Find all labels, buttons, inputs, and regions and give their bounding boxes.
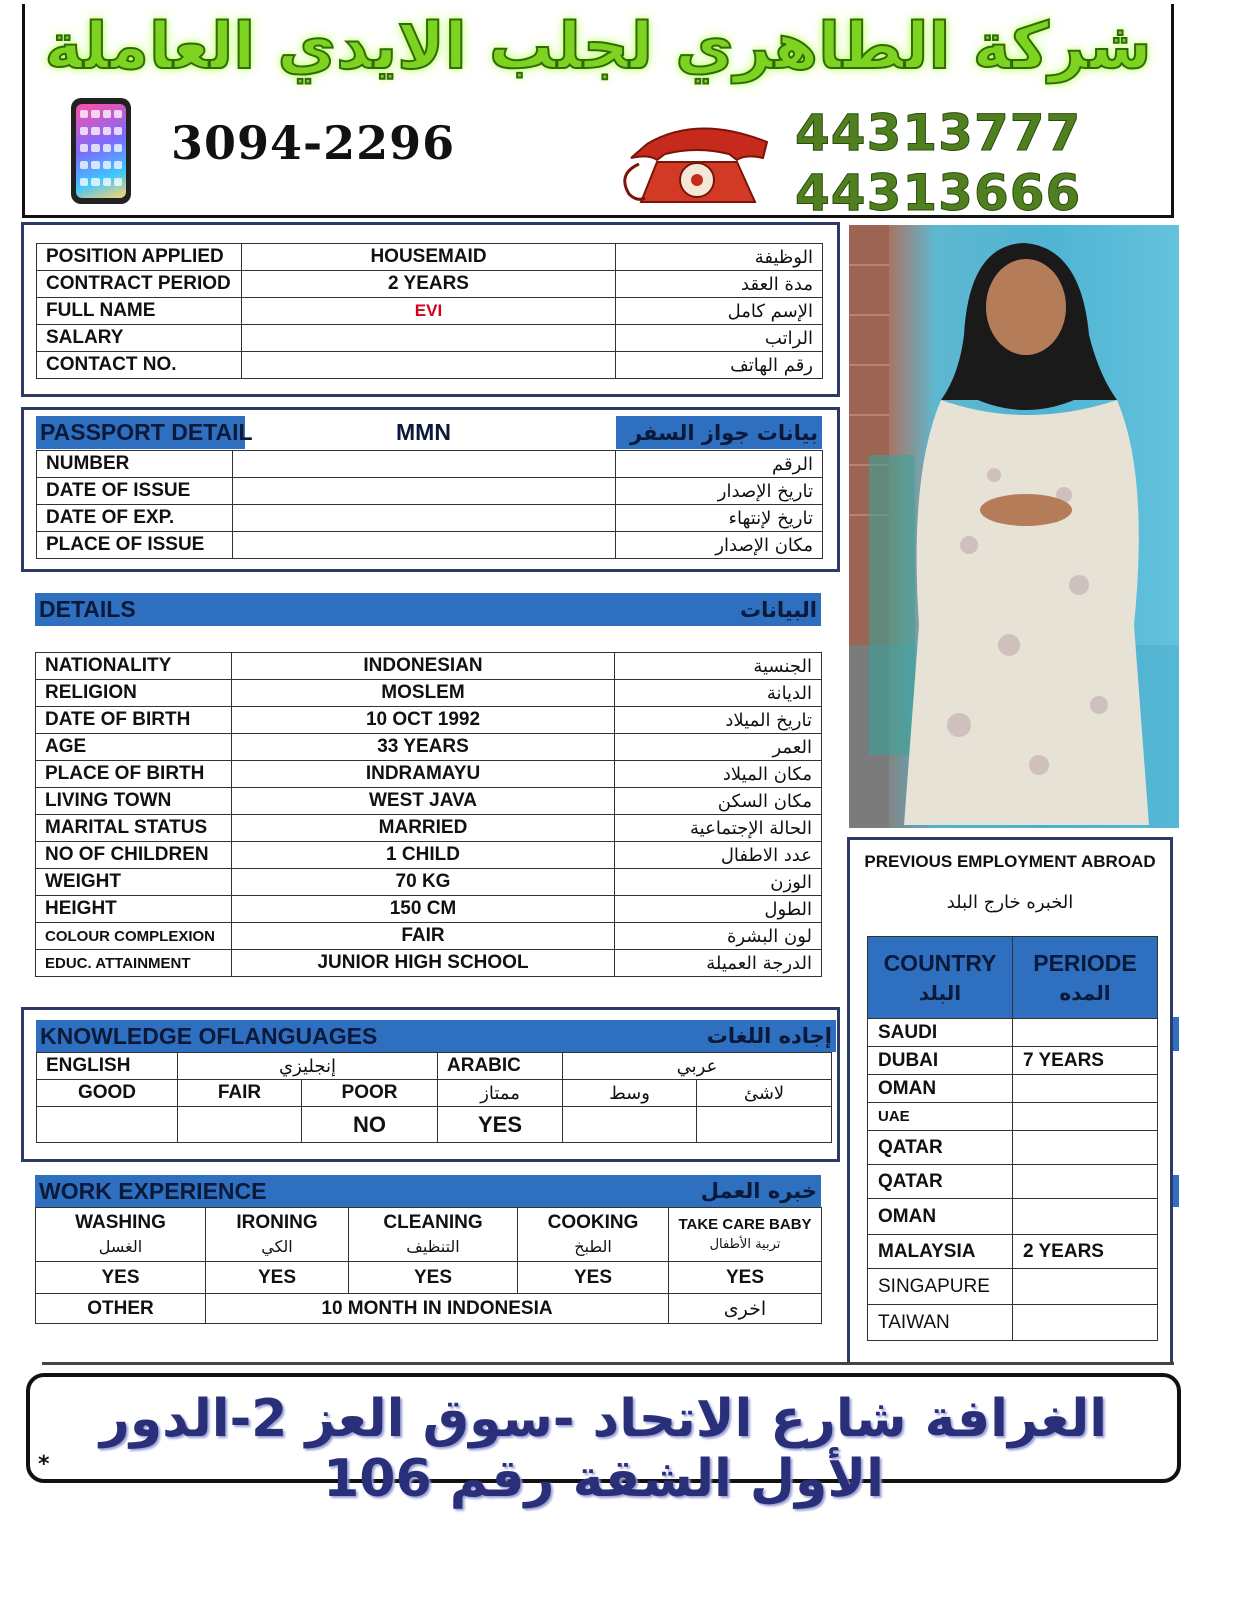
- field-label: SALARY: [37, 325, 242, 352]
- level-label-ar: لاشئ: [697, 1080, 832, 1107]
- country-cell: UAE: [868, 1103, 1013, 1131]
- field-label-ar: الدرجة العميلة: [615, 950, 822, 977]
- previous-employment-title-ar: الخبره خارج البلد: [946, 892, 1074, 913]
- table-row: [36, 842, 822, 869]
- field-label-ar: الرقم: [616, 451, 823, 478]
- skill-baby-care: TAKE CARE BABY تربية الأطفال: [669, 1208, 822, 1262]
- field-label-ar: مكان الميلاد: [615, 761, 822, 788]
- languages-table: [36, 1052, 832, 1143]
- table-row: [36, 1262, 822, 1294]
- table-row: [868, 1165, 1158, 1199]
- table-row: [36, 680, 822, 707]
- period-cell: [1013, 1075, 1158, 1103]
- period-cell: 7 YEARS: [1013, 1047, 1158, 1075]
- country-cell: QATAR: [868, 1165, 1013, 1199]
- field-value: HOUSEMAID: [242, 244, 616, 271]
- passport-box: [21, 407, 840, 572]
- field-label: NUMBER: [37, 451, 233, 478]
- passport-title: PASSPORT DETAIL: [40, 419, 253, 445]
- field-label-ar: لون البشرة: [615, 923, 822, 950]
- blue-tab-2: [1172, 1175, 1179, 1207]
- skill-value: YES: [349, 1262, 518, 1294]
- field-label: PLACE OF ISSUE: [37, 532, 233, 559]
- table-row: [37, 244, 823, 271]
- field-value: [233, 505, 616, 532]
- table-row: [36, 950, 822, 977]
- field-label: PLACE OF BIRTH: [36, 761, 232, 788]
- previous-employment-box: [847, 837, 1173, 1365]
- period-cell: 2 YEARS: [1013, 1235, 1158, 1269]
- period-cell: [1013, 1131, 1158, 1165]
- company-name: شركة الطاهري لجلب الايدي العاملة: [44, 10, 1152, 84]
- field-label: CONTRACT PERIOD: [37, 271, 242, 298]
- field-label-ar: العمر: [615, 734, 822, 761]
- table-row: [36, 761, 822, 788]
- field-value: 2 YEARS: [242, 271, 616, 298]
- field-value: MOSLEM: [232, 680, 615, 707]
- skill-washing: WASHING الغسل: [36, 1208, 206, 1262]
- field-value: 150 CM: [232, 896, 615, 923]
- field-value: WEST JAVA: [232, 788, 615, 815]
- field-label: MARITAL STATUS: [36, 815, 232, 842]
- table-row: [868, 1075, 1158, 1103]
- passport-table: [36, 450, 823, 559]
- field-label-ar: الديانة: [615, 680, 822, 707]
- field-value: [233, 451, 616, 478]
- table-row: [868, 1131, 1158, 1165]
- field-label: HEIGHT: [36, 896, 232, 923]
- level-label: POOR: [302, 1080, 438, 1107]
- column-period: PERIODE المده: [1013, 937, 1158, 1019]
- period-cell: [1013, 1199, 1158, 1235]
- table-row: [868, 1269, 1158, 1305]
- table-row: [37, 1053, 832, 1080]
- table-row: [36, 1208, 822, 1262]
- footer-address: الغرافة شارع الاتحاد -سوق العز 2-الدور الأول الشقة رقم 106: [99, 1389, 1108, 1509]
- table-row: [36, 896, 822, 923]
- field-value: 33 YEARS: [232, 734, 615, 761]
- level-label-ar: ممتاز: [438, 1080, 563, 1107]
- skill-value: YES: [518, 1262, 669, 1294]
- country-cell: SAUDI: [868, 1019, 1013, 1047]
- level-answer: YES: [438, 1107, 563, 1143]
- full-name-value: EVI: [242, 298, 616, 325]
- field-label: LIVING TOWN: [36, 788, 232, 815]
- field-label: CONTACT NO.: [37, 352, 242, 379]
- previous-employment-title: PREVIOUS EMPLOYMENT ABROAD: [864, 852, 1156, 871]
- footer-divider: [42, 1362, 1174, 1365]
- landline-2: 44313666: [795, 164, 1082, 222]
- table-row: [37, 1107, 832, 1143]
- field-label-ar: تاريخ الإصدار: [616, 478, 823, 505]
- details-header: [35, 593, 821, 626]
- table-row: [868, 1103, 1158, 1131]
- basic-info-table: [36, 243, 823, 379]
- field-value: INDRAMAYU: [232, 761, 615, 788]
- field-label-ar: الطول: [615, 896, 822, 923]
- landline-1: 44313777: [795, 104, 1082, 162]
- table-row: [36, 1294, 822, 1324]
- work-table: [35, 1207, 822, 1324]
- country-cell: QATAR: [868, 1131, 1013, 1165]
- table-row: [37, 505, 823, 532]
- country-cell: OMAN: [868, 1199, 1013, 1235]
- details-table: [35, 652, 822, 977]
- basic-info-box: [21, 222, 840, 397]
- table-row: [36, 653, 822, 680]
- english-label-ar: إنجليزي: [178, 1053, 438, 1080]
- other-value: 10 MONTH IN INDONESIA: [206, 1294, 669, 1324]
- level-answer: [697, 1107, 832, 1143]
- field-label: POSITION APPLIED: [37, 244, 242, 271]
- country-cell: SINGAPURE: [868, 1269, 1013, 1305]
- languages-title: KNOWLEDGE OFLANGUAGES: [40, 1022, 378, 1049]
- arabic-label-ar: عربي: [563, 1053, 832, 1080]
- field-label: DATE OF ISSUE: [37, 478, 233, 505]
- field-value: [242, 325, 616, 352]
- table-row: [37, 478, 823, 505]
- level-label-ar: وسط: [563, 1080, 697, 1107]
- field-label: NATIONALITY: [36, 653, 232, 680]
- work-title-ar: خبره العمل: [700, 1179, 817, 1203]
- field-value: 1 CHILD: [232, 842, 615, 869]
- field-value: [233, 532, 616, 559]
- field-value: JUNIOR HIGH SCHOOL: [232, 950, 615, 977]
- passport-code: MMN: [396, 419, 451, 445]
- skill-value: YES: [669, 1262, 822, 1294]
- skill-cleaning: CLEANING التنظيف: [349, 1208, 518, 1262]
- table-row: [36, 815, 822, 842]
- field-label: FULL NAME: [37, 298, 242, 325]
- field-label-ar: تاريخ الميلاد: [615, 707, 822, 734]
- field-value: MARRIED: [232, 815, 615, 842]
- languages-box: [21, 1007, 840, 1162]
- languages-title-ar: إجاده اللغات: [706, 1024, 832, 1048]
- field-label-ar: مدة العقد: [616, 271, 823, 298]
- work-title: WORK EXPERIENCE: [39, 1177, 267, 1204]
- field-label-ar: رقم الهاتف: [616, 352, 823, 379]
- header: [22, 4, 1174, 222]
- country-cell: MALAYSIA: [868, 1235, 1013, 1269]
- table-row: [868, 1199, 1158, 1235]
- level-label: FAIR: [178, 1080, 302, 1107]
- table-row: [37, 532, 823, 559]
- level-answer: [178, 1107, 302, 1143]
- table-row: [37, 451, 823, 478]
- table-row: [36, 707, 822, 734]
- column-country: COUNTRY البلد: [868, 937, 1013, 1019]
- field-label-ar: الوزن: [615, 869, 822, 896]
- field-label: AGE: [36, 734, 232, 761]
- table-row: [37, 325, 823, 352]
- field-label-ar: الوظيفة: [616, 244, 823, 271]
- field-value: [233, 478, 616, 505]
- field-label-ar: مكان السكن: [615, 788, 822, 815]
- table-row: [36, 869, 822, 896]
- level-answer: NO: [302, 1107, 438, 1143]
- table-row: [37, 271, 823, 298]
- work-header: [35, 1175, 821, 1207]
- table-row: [37, 298, 823, 325]
- period-cell: [1013, 1305, 1158, 1341]
- blue-tab-1: [1172, 1017, 1179, 1051]
- country-cell: TAIWAN: [868, 1305, 1013, 1341]
- other-label: OTHER: [36, 1294, 206, 1324]
- country-cell: OMAN: [868, 1075, 1013, 1103]
- field-label: RELIGION: [36, 680, 232, 707]
- level-label: GOOD: [37, 1080, 178, 1107]
- skill-value: YES: [36, 1262, 206, 1294]
- field-label: DATE OF EXP.: [37, 505, 233, 532]
- field-label: NO OF CHILDREN: [36, 842, 232, 869]
- field-label: COLOUR COMPLEXION: [36, 923, 232, 950]
- field-value: 10 OCT 1992: [232, 707, 615, 734]
- field-value: 70 KG: [232, 869, 615, 896]
- level-answer: [563, 1107, 697, 1143]
- table-row: [36, 734, 822, 761]
- details-title: DETAILS: [39, 596, 136, 622]
- country-cell: DUBAI: [868, 1047, 1013, 1075]
- field-label-ar: الراتب: [616, 325, 823, 352]
- period-cell: [1013, 1103, 1158, 1131]
- period-cell: [1013, 1019, 1158, 1047]
- table-row: [37, 1080, 832, 1107]
- table-row: [868, 1305, 1158, 1341]
- field-label-ar: الإسم كامل: [616, 298, 823, 325]
- details-title-ar: البيانات: [740, 597, 817, 622]
- skill-ironing: IRONING الكي: [206, 1208, 349, 1262]
- period-cell: [1013, 1165, 1158, 1199]
- telephone-icon: [617, 114, 777, 204]
- table-header-row: [868, 937, 1158, 1019]
- field-label-ar: مكان الإصدار: [616, 532, 823, 559]
- footer-mark: *: [38, 1452, 50, 1477]
- passport-title-ar: بيانات جواز السفر: [629, 420, 818, 445]
- smartphone-icon: [71, 98, 131, 204]
- english-label: ENGLISH: [37, 1053, 178, 1080]
- table-row: [868, 1047, 1158, 1075]
- field-value: [242, 352, 616, 379]
- passport-header: [36, 416, 822, 449]
- table-row: [868, 1019, 1158, 1047]
- table-row: [868, 1235, 1158, 1269]
- previous-employment-table: [867, 936, 1158, 1341]
- field-label: WEIGHT: [36, 869, 232, 896]
- table-row: [36, 788, 822, 815]
- level-answer: [37, 1107, 178, 1143]
- table-row: [37, 352, 823, 379]
- table-row: [36, 923, 822, 950]
- skill-cooking: COOKING الطبخ: [518, 1208, 669, 1262]
- field-label: DATE OF BIRTH: [36, 707, 232, 734]
- period-cell: [1013, 1269, 1158, 1305]
- arabic-label: ARABIC: [438, 1053, 563, 1080]
- field-label-ar: الحالة الإجتماعية: [615, 815, 822, 842]
- other-label-ar: اخرى: [669, 1294, 822, 1324]
- field-value: INDONESIAN: [232, 653, 615, 680]
- candidate-photo: [849, 225, 1179, 828]
- mobile-number: 3094-2296: [171, 116, 456, 170]
- field-label-ar: تاريخ لإنتهاء: [616, 505, 823, 532]
- languages-header: [36, 1020, 836, 1052]
- field-label-ar: عدد الاطفال: [615, 842, 822, 869]
- field-label-ar: الجنسية: [615, 653, 822, 680]
- field-value: FAIR: [232, 923, 615, 950]
- footer-address-box: [26, 1373, 1181, 1509]
- field-label: EDUC. ATTAINMENT: [36, 950, 232, 977]
- skill-value: YES: [206, 1262, 349, 1294]
